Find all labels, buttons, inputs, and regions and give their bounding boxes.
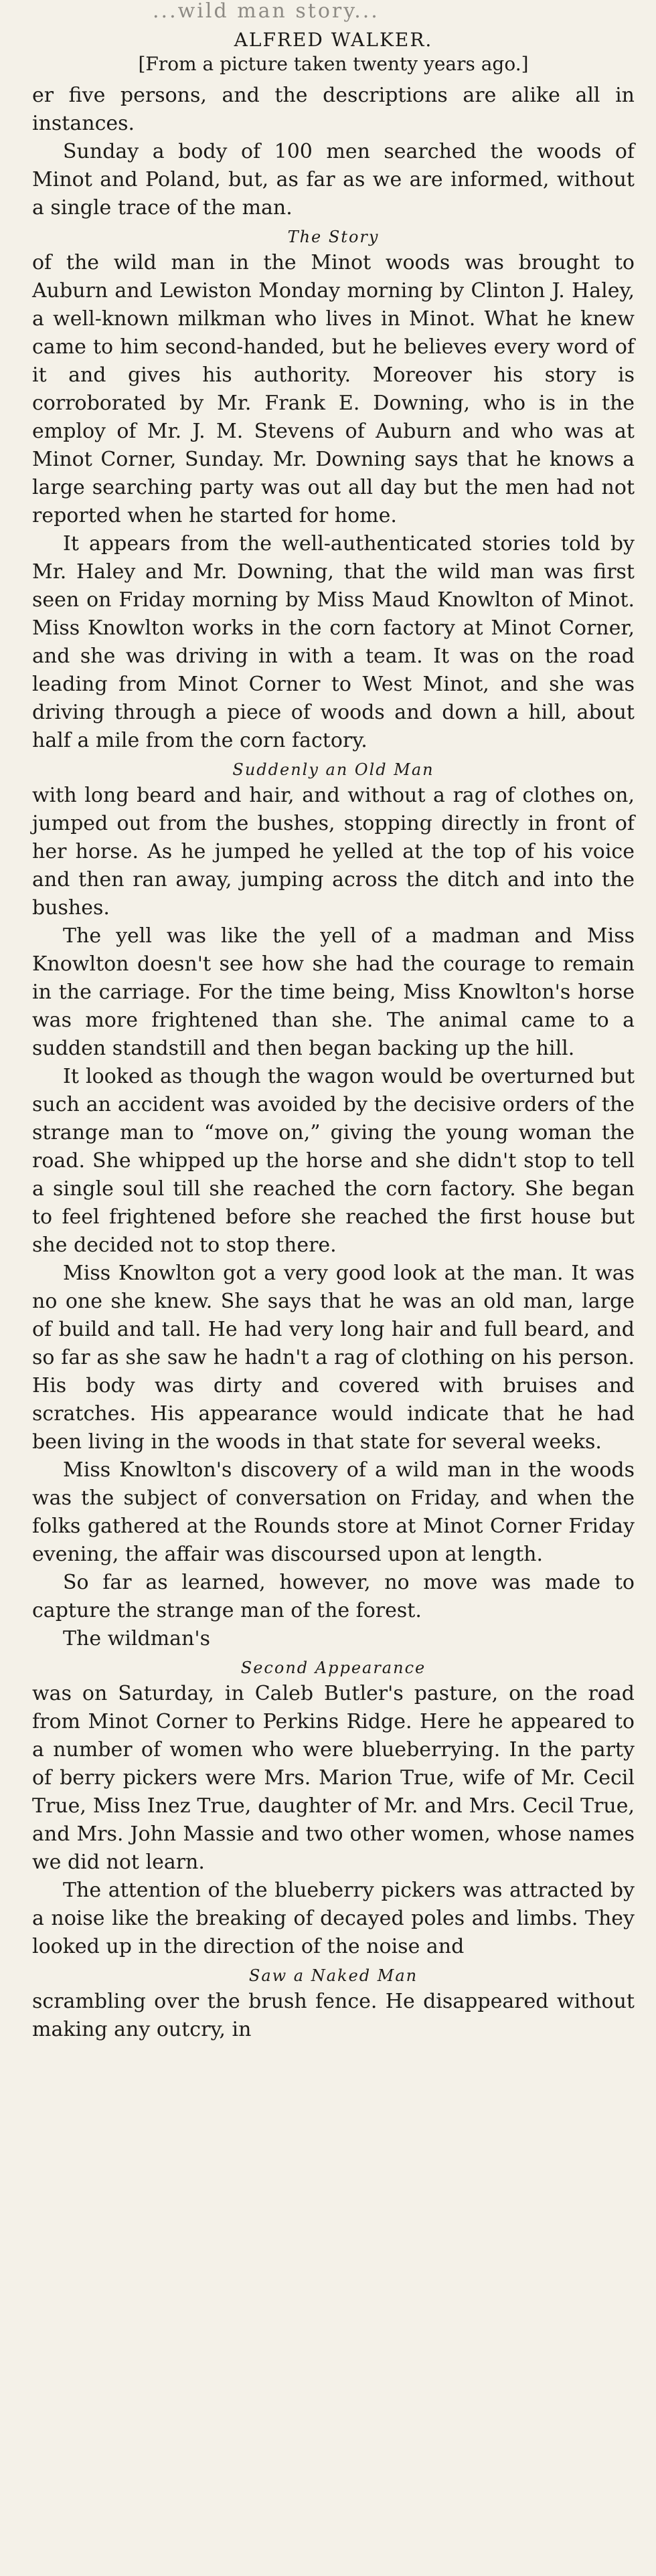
paragraph-6: The yell was like the yell of a madman and Miss Knowlton doesn't see how she had the courage to remain in the carriage. For the time being, Miss Knowlton's horse was more frightened than she. The animal came to a sudden standstill and then began backing up the hill. <box>32 924 635 1060</box>
paragraph-4: It appears from the well-authenticated stories told by Mr. Haley and Mr. Downing, that the wild man was first seen on Friday morning by Miss Maud Knowlton of Minot. Miss Knowlton works in the corn factory at Minot Corner, and she was driving in with a team. It was on the road leading from Minot Corner to West Minot, and she was driving through a piece of woods and down a hill, about half a mile from the corn factory. <box>32 532 635 752</box>
subhead-old-man: Suddenly an Old Man <box>232 760 434 779</box>
subhead-story: The Story <box>287 228 380 246</box>
paragraph-10: So far as learned, however, no move was made to capture the strange man of the forest. <box>32 1571 635 1622</box>
photo-caption-name: ALFRED WALKER. <box>234 29 433 51</box>
paragraph-9: Miss Knowlton's discovery of a wild man in the woods was the subject of conversation on Friday, and when the folks gathered at the Rounds store at Minot Corner Friday evening, the affair was discoursed upon at length. <box>32 1458 635 1566</box>
paragraph-11: The wildman's <box>63 1627 210 1650</box>
subhead-second-appearance: Second Appearance <box>240 1658 426 1677</box>
paragraph-12: was on Saturday, in Caleb Butler's pasture, on the road from Minot Corner to Perkins Ridge. Here he appeared to a number of women who were blueberrying. In the party of berry pickers were Mrs. Marion True, wife of Mr. Cecil True, Miss Inez True, daughter of Mr. and Mrs. Cecil True, and Mrs. John Massie and two other women, whose names we did not learn. <box>32 1682 635 1874</box>
paragraph-1: er five persons, and the descriptions are alike all in instances. <box>32 84 635 135</box>
paragraph-3: of the wild man in the Minot woods was brought to Auburn and Lewiston Monday morning by Clinton J. Haley, a well-known milkman who lives in Minot. What he knew came to him second-handed, but he believes every word of it and gives his authority. Moreover his story is corroborated by Mr. Frank E. Downing, who is in the employ of Mr. J. M. Stevens of Auburn and who was at Minot Corner, Sunday. Mr. Downing says that he knows a large searching party was out all day but the men had not reported when he started for home. <box>32 251 635 527</box>
photo-caption-note: [From a picture taken twenty years ago.] <box>138 53 529 75</box>
subhead-naked-man: Saw a Naked Man <box>248 1966 418 1985</box>
paragraph-5: with long beard and hair, and without a rag of clothes on, jumped out from the bushes, stopping directly in front of her horse. As he jumped he yelled at the top of his voice and then ran away, jumping across the ditch and into the bushes. <box>32 784 635 920</box>
masthead-fragment: ...wild man story... <box>153 0 380 23</box>
paragraph-2: Sunday a body of 100 men searched the woods of Minot and Poland, but, as far as we are informed, without a single trace of the man. <box>32 140 635 220</box>
paragraph-7: It looked as though the wagon would be overturned but such an accident was avoided by the decisive orders of the strange man to “move on,” giving the young woman the road. She whipped up the horse and she didn't stop to tell a single soul till she reached the corn factory. She began to feel frightened before she reached the first house but she decided not to stop there. <box>32 1065 635 1257</box>
paragraph-14: scrambling over the brush fence. He disappeared without making any outcry, in <box>32 1990 635 2041</box>
article-column <box>32 0 635 2044</box>
paragraph-8: Miss Knowlton got a very good look at the man. It was no one she knew. She says that he was an old man, large of build and tall. He had very long hair and full beard, and so far as she saw he hadn't a rag of clothing on his person. His body was dirty and covered with bruises and scratches. His appearance would indicate that he had been living in the woods in that state for several weeks. <box>32 1262 635 1454</box>
paragraph-13: The attention of the blueberry pickers was attracted by a noise like the breaking of decayed poles and limbs. They looked up in the direction of the noise and <box>32 1879 635 1958</box>
